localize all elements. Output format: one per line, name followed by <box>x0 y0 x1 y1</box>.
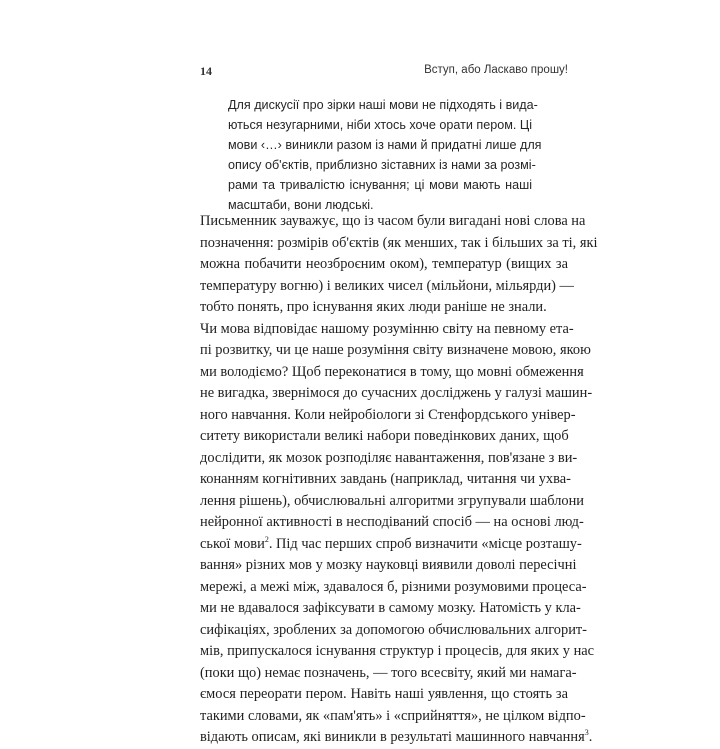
text-line: ської мови$^2$. Під час перших спроб визначити «місце розташу- <box>200 534 582 552</box>
text-line: можна побачити неозброєним оком), температур (вищих за <box>200 256 568 272</box>
text-line: ми володіємо? Щоб переконатися в тому, що мовні обмеження <box>200 363 584 380</box>
text-line: тобто понять, про існування яких люди раніше не знали. <box>200 299 547 315</box>
text-line: мів, припускалося існування структур і процесів, для яких у нас <box>200 643 595 659</box>
running-title: Вступ, або Ласкаво прошу! <box>424 64 568 76</box>
text-line: дослідити, як мозок розподіляє навантаження, пов'язане з ви- <box>200 449 578 466</box>
text-line: пі розвитку, чи це наше розуміння світу визначене мовою, якою <box>200 342 591 358</box>
page-number: 14 <box>200 64 212 78</box>
quote-line: рами та тривалістю існування; ці мови мають наші <box>228 178 532 192</box>
text-line: ємося переорати пером. Навіть наші уявлення, що стоять за <box>200 686 568 702</box>
text-line: конанням когнітивних завдань (наприклад, читання чи ухва- <box>200 471 571 487</box>
text-line: позначення: розмірів об'єктів (як менших, так і більших за ті, які <box>200 234 598 251</box>
text-line: ситету використали великі набори поведінкових даних, щоб <box>200 428 569 444</box>
text-line: такими словами, як «пам'ять» і «сприйняття», не цілком відпо- <box>200 707 586 724</box>
paragraph <box>200 211 598 319</box>
quote-line: масштаби, вони людські. <box>228 198 374 212</box>
paragraph <box>200 319 595 749</box>
text-line: вання» різних мов у мозку науковці виявили доволі пересічні <box>200 557 577 573</box>
footnote-ref[interactable]: 2 <box>264 534 269 544</box>
text-line: нейронної активності в несподіваний спосіб — на основі люд- <box>200 514 584 530</box>
text-line: ного навчання. Коли нейробіологи зі Стенфордського універ- <box>200 406 576 423</box>
text-line: Чи мова відповідає нашому розумінню світу на певному ета- <box>200 320 574 337</box>
text-line: ми не вдавалося зафіксувати в самому мозку. Натомість у кла- <box>200 600 581 616</box>
text-line: Письменник зауважує, що із часом були вигадані нові слова на <box>200 213 586 229</box>
body-text <box>200 211 598 749</box>
footnote-ref[interactable]: 3 <box>584 728 589 738</box>
text-line: не вигадка, звернімося до сучасних досліджень у галузі машин- <box>200 385 593 401</box>
text-line: мережі, а межі між, здавалося б, різними розумовими процеса- <box>200 578 587 595</box>
block-quote <box>228 95 542 215</box>
text-line: лення рішень), обчислювальні алгоритми згрупували шаблони <box>200 492 585 509</box>
quote-line: опису об'єктів, приблизно зіставних із нами за розмі- <box>228 158 536 172</box>
text-line: сифікаціях, зроблених за допомогою обчислювальних алгорит- <box>200 621 587 638</box>
running-head <box>200 64 568 84</box>
text-line: (поки що) немає позначень, — того всесвіту, який ми намага- <box>200 664 577 681</box>
text-line: температуру вогню) і великих чисел (мільйони, мільярди) — <box>200 277 574 294</box>
text-line: відають описам, які виникли в результаті машинного навчання$^3$. <box>200 728 593 745</box>
quote-line: Для дискусії про зірки наші мови не підходять і вида- <box>228 98 538 112</box>
quote-line: ються незугарними, ніби хтось хоче орати пером. Ці <box>228 118 532 132</box>
quote-line: мови ‹…› виникли разом із нами й придатні лише для <box>228 138 542 152</box>
